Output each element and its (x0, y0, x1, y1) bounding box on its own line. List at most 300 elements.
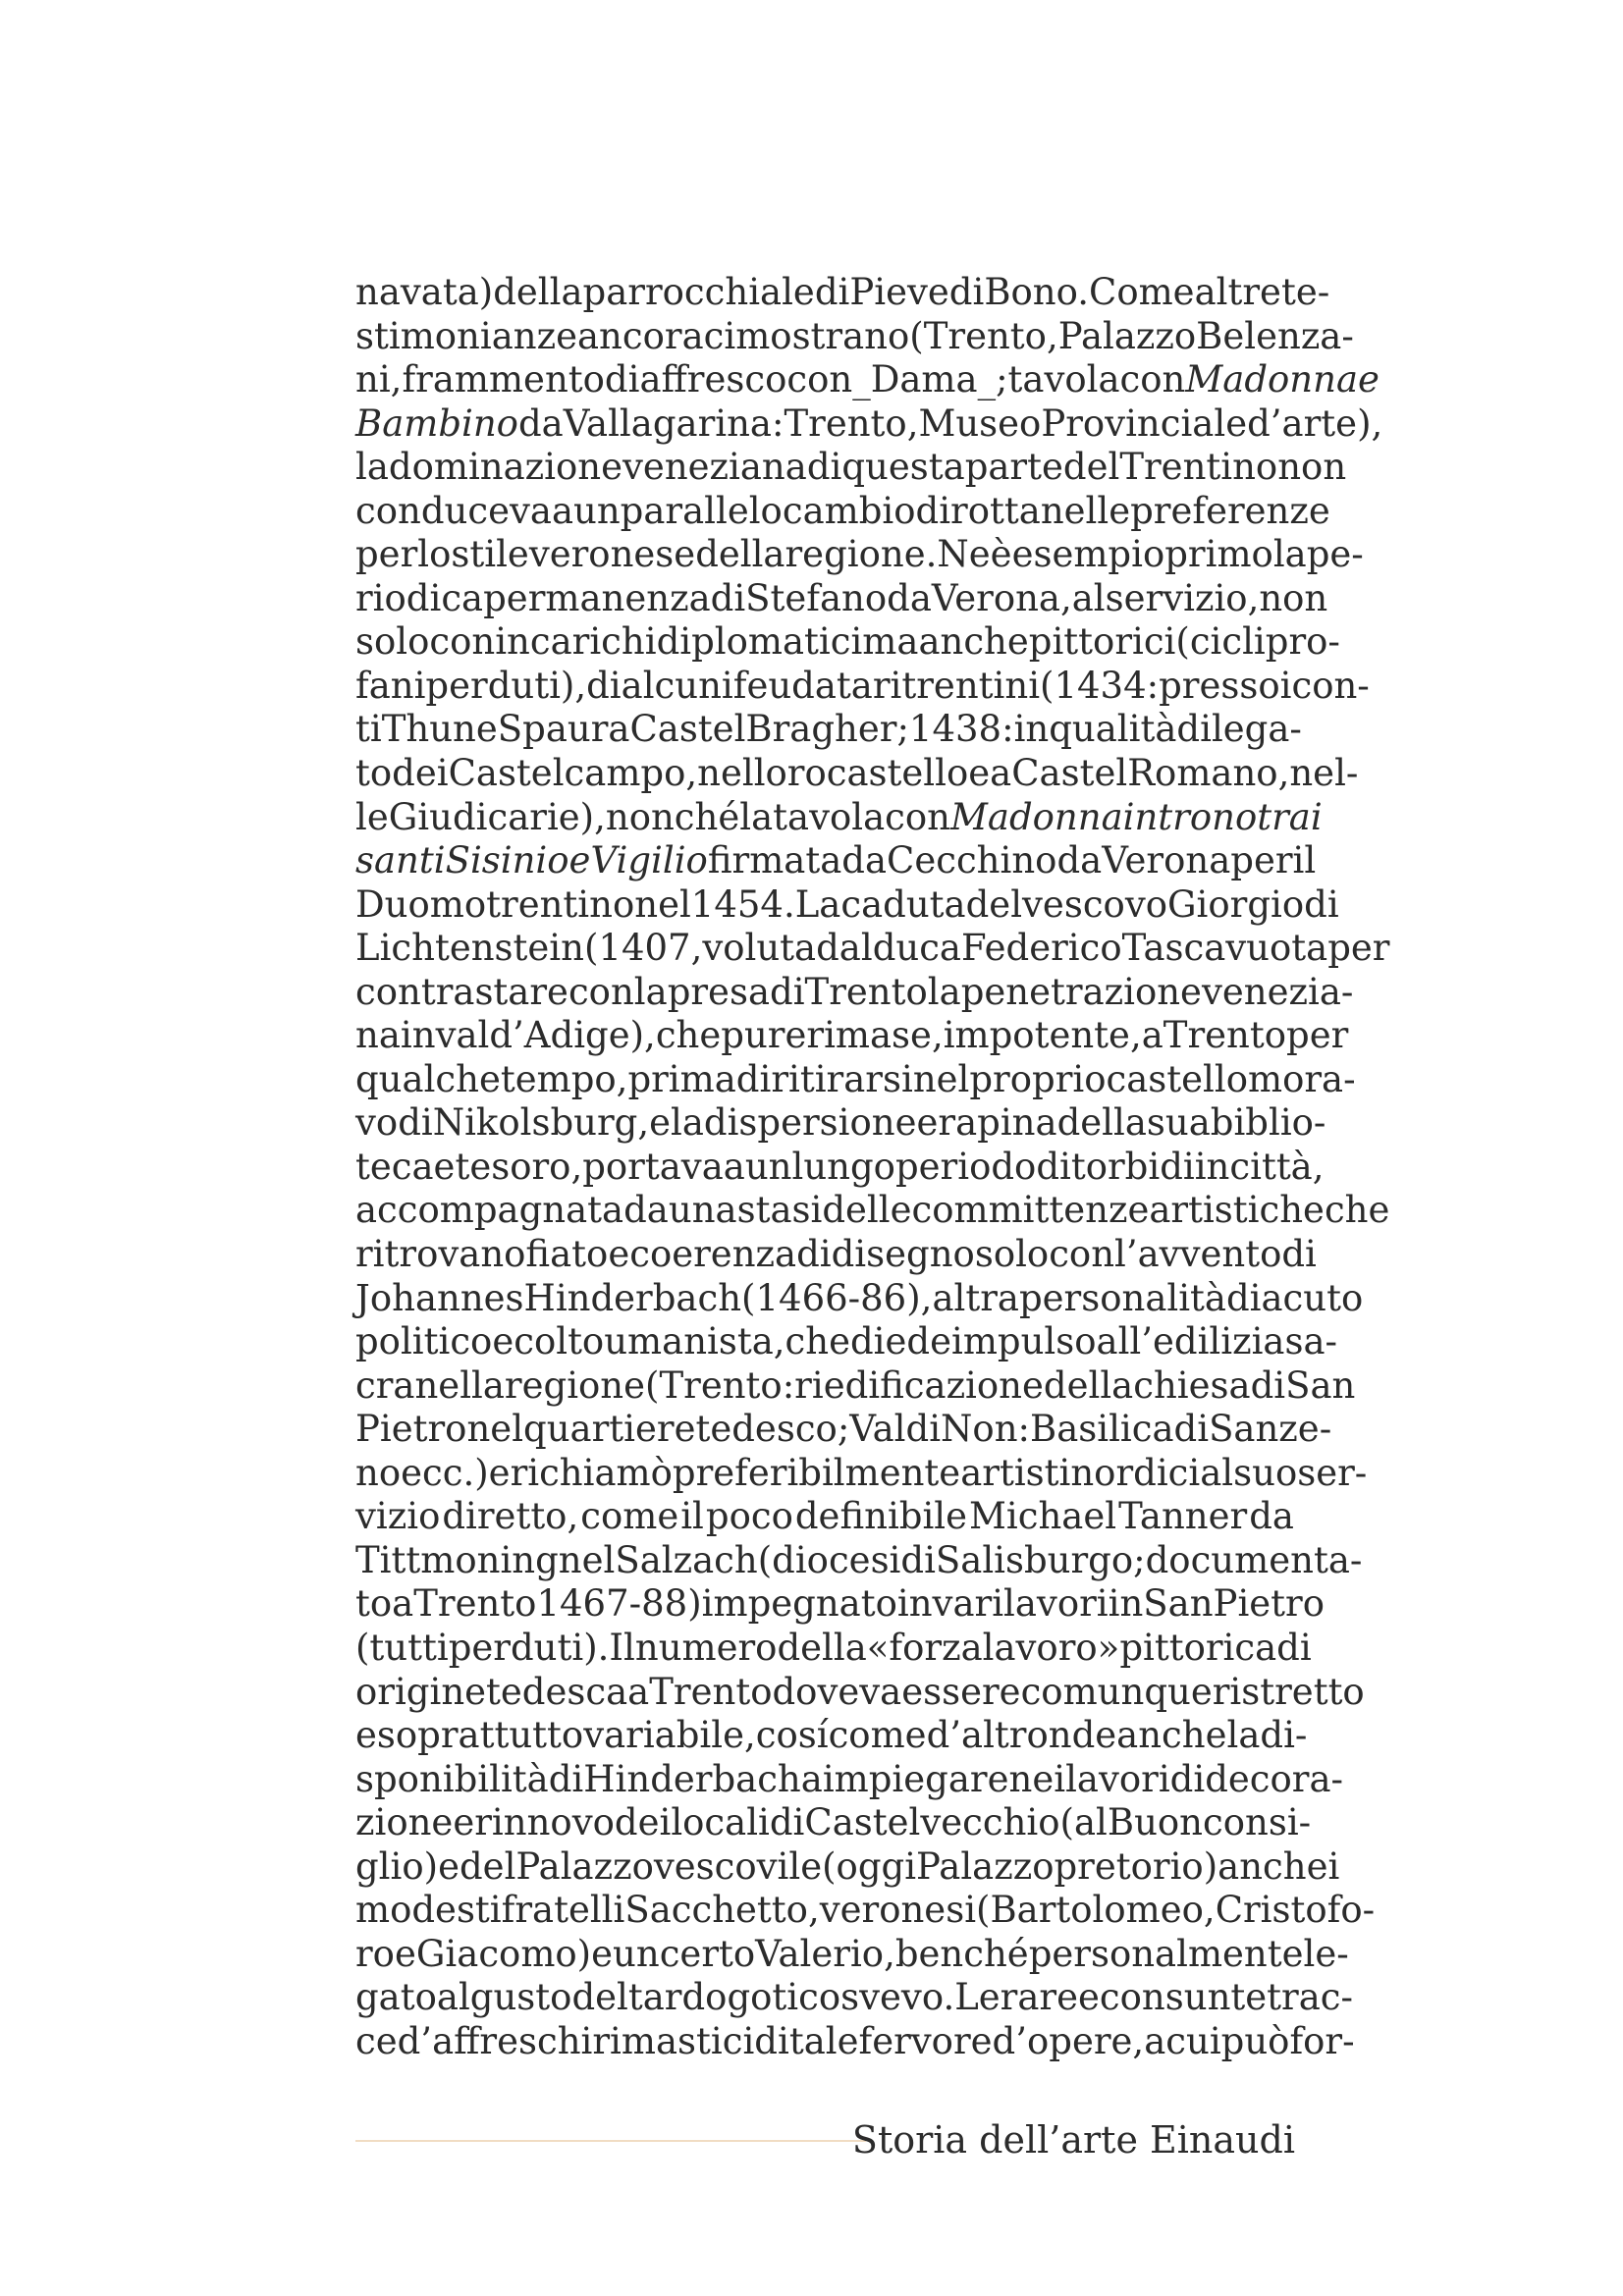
word: una (668, 1189, 737, 1232)
word: fervore (858, 2019, 993, 2062)
word: da (887, 576, 932, 619)
word: nel (466, 1408, 524, 1451)
word: altre (1194, 271, 1281, 313)
word: rimase, (806, 1014, 944, 1057)
word: decora- (1205, 1757, 1344, 1800)
word: Madonna (950, 795, 1123, 838)
word: affresco (639, 358, 787, 401)
word: Verona, (931, 576, 1072, 619)
word: Salisburgo; (935, 1538, 1146, 1581)
word: dominazione (388, 446, 623, 489)
text-line (355, 708, 1302, 752)
word: umanista, (604, 1320, 785, 1363)
word: Museo (918, 401, 1042, 445)
word: biblio- (1210, 1101, 1326, 1145)
word: svevo. (840, 1976, 955, 2019)
word: vescovile (653, 1844, 823, 1888)
word: la (1226, 1714, 1261, 1757)
word: dei (614, 1801, 672, 1844)
word: La (794, 882, 841, 926)
word: tale (788, 2019, 859, 2062)
word: di (1250, 1363, 1286, 1407)
word: soprattutto (376, 1714, 584, 1757)
word: Thun (381, 708, 476, 751)
word: da (517, 401, 564, 445)
word: voluta (702, 927, 817, 970)
text-line (355, 927, 1390, 971)
word: di (710, 576, 746, 619)
word: vizio (355, 1495, 441, 1538)
word: suo (1233, 1451, 1298, 1494)
word: da (1056, 839, 1103, 882)
word: trentini (901, 664, 1041, 707)
word: (1466-86), (741, 1276, 933, 1319)
word: to (355, 1582, 393, 1626)
word: lo (417, 533, 452, 576)
word: nelle (1040, 489, 1131, 532)
word: incarichi (495, 620, 657, 664)
word: da (1249, 1495, 1294, 1538)
word: del (965, 882, 1023, 926)
word: per (1327, 927, 1390, 970)
word: castello (1106, 1057, 1248, 1100)
word: Johannes (355, 1276, 524, 1319)
word: e (488, 1451, 511, 1494)
word: non (1277, 446, 1347, 489)
word: colto (514, 1320, 605, 1363)
word: Verona (1102, 839, 1231, 882)
word: trono (1158, 795, 1258, 838)
text-line (355, 970, 1354, 1015)
word: Cristofo- (1215, 1889, 1376, 1932)
word: cra (355, 1363, 415, 1407)
word: Palazzo (1057, 314, 1197, 357)
word: pe- (1306, 533, 1364, 576)
text-line (355, 2019, 1355, 2064)
word: da (623, 1189, 669, 1232)
word: (al (1059, 1801, 1108, 1844)
word: anche (1116, 1714, 1227, 1757)
word: Ne (937, 533, 991, 576)
word: in (400, 1014, 436, 1057)
word: definibile (794, 1495, 968, 1538)
word: Federico (960, 927, 1122, 970)
word: parte (964, 446, 1063, 489)
word: (oggi (822, 1844, 917, 1888)
word: a (800, 1757, 823, 1800)
word: committenze (911, 1189, 1150, 1232)
word: è (990, 533, 1012, 576)
word: al (1071, 576, 1106, 619)
word: frammento (402, 358, 605, 401)
word: per (1286, 1014, 1349, 1057)
word: tempo, (500, 1057, 628, 1100)
word: mostrano (735, 314, 910, 357)
word: veronesi (819, 1889, 977, 1932)
word: tra (1257, 795, 1311, 838)
word: rinnovo (474, 1801, 615, 1844)
word: e (968, 752, 991, 795)
word: nel (912, 1057, 970, 1100)
word: _Dama_; (852, 358, 1008, 401)
word: Palazzo (916, 1844, 1055, 1888)
word: tedesca (486, 1670, 628, 1713)
word: in (1108, 1582, 1144, 1626)
word: vescovo (1022, 882, 1167, 926)
word: Pietro (355, 1408, 467, 1451)
word: di (1036, 1145, 1071, 1188)
word: cambio (782, 489, 916, 532)
word: nonché (605, 795, 740, 838)
word: feudatari (732, 664, 902, 707)
word: nordici (1070, 1451, 1201, 1494)
text-line (355, 1233, 1317, 1277)
word: Trento, (784, 401, 919, 445)
word: Bono. (984, 271, 1090, 313)
word: al (436, 1976, 470, 2019)
body-text (355, 271, 1390, 2063)
word: diplomatici (656, 620, 863, 664)
word: fani (355, 664, 426, 707)
word: e (438, 1844, 460, 1888)
word: cui (1165, 2019, 1221, 2062)
word: e (591, 1932, 614, 1975)
word: politico (355, 1320, 493, 1363)
text-line (355, 1189, 1390, 1233)
word: per (355, 533, 418, 576)
word: i (1310, 795, 1323, 838)
word: stasi (736, 1189, 823, 1232)
text-line (355, 795, 1323, 840)
word: castello (826, 752, 969, 795)
word: a (627, 1670, 650, 1713)
word: qualche (355, 1057, 501, 1100)
text-line (355, 1976, 1354, 2020)
word: Giorgio (1167, 882, 1305, 926)
text-line (355, 1582, 1325, 1627)
word: chiesa (1133, 1363, 1251, 1407)
word: parrocchiale (582, 271, 815, 313)
word: quartiere (523, 1408, 696, 1451)
text-line (355, 401, 1383, 447)
word: nel (634, 882, 691, 926)
word: a (392, 1582, 414, 1626)
word: in (1194, 1145, 1230, 1188)
text-line (355, 358, 1380, 402)
word: certo (659, 1932, 756, 1975)
word: di (586, 664, 622, 707)
word: Basilica (1030, 1408, 1174, 1451)
word: Non: (941, 1408, 1030, 1451)
word: la (927, 970, 961, 1013)
word: fiato (525, 1233, 609, 1276)
word: le- (1303, 1932, 1349, 1975)
word: personalmente (1028, 1932, 1304, 1975)
word: Castel (1011, 752, 1128, 795)
word: te- (1280, 271, 1330, 313)
word: nei (1008, 1757, 1066, 1800)
word: sa- (1284, 1320, 1338, 1363)
word: Romano, (1127, 752, 1290, 795)
word: lavoro» (982, 1626, 1120, 1669)
word: ecc.) (401, 1451, 489, 1494)
word: sponibilità (355, 1757, 549, 1800)
word: veronese (528, 533, 696, 576)
word: di (900, 1538, 936, 1581)
word: anche (918, 620, 1029, 664)
word: ni, (355, 358, 403, 401)
word: di (915, 489, 951, 532)
word: del (571, 1976, 628, 2019)
word: San (1143, 1582, 1214, 1626)
word: di (548, 1757, 584, 1800)
word: consunte (1099, 1976, 1268, 2019)
word: parallelo (620, 489, 783, 532)
word: d’altronde (926, 1714, 1117, 1757)
word: (cicli (1175, 620, 1266, 664)
word: a (1141, 1014, 1163, 1057)
word: di (398, 1101, 433, 1145)
word: i (1327, 1844, 1340, 1888)
word: documenta- (1145, 1538, 1363, 1581)
text-line (355, 446, 1347, 490)
word: del (1062, 446, 1120, 489)
word: di (770, 970, 805, 1013)
word: veneziana (622, 446, 807, 489)
word: solo (355, 620, 430, 664)
word: prima (627, 1057, 736, 1100)
word: pure (721, 1014, 807, 1057)
word: (1407, (583, 927, 703, 970)
text-line (355, 752, 1359, 796)
word: (1434: (1040, 664, 1160, 707)
word: Trento (649, 1670, 773, 1713)
word: ma (862, 620, 919, 664)
word: Valerio, (755, 1932, 895, 1975)
word: Lichtenstein (355, 927, 584, 970)
word: Stefano (745, 576, 888, 619)
word: di (604, 358, 640, 401)
word: Hinderbach (583, 1757, 801, 1800)
word: d’affreschi (397, 2019, 593, 2062)
word: Bambino (355, 401, 518, 445)
word: le (355, 795, 389, 838)
word: firmata (707, 839, 842, 882)
word: d’arte), (1247, 401, 1383, 445)
word: numero (634, 1626, 778, 1669)
word: 1467-88) (536, 1582, 702, 1626)
word: Come (1089, 271, 1195, 313)
word: Belenza- (1196, 314, 1354, 357)
word: a (990, 752, 1012, 795)
word: ristretto (1212, 1670, 1365, 1713)
word: città, (1229, 1145, 1325, 1188)
word: in (1013, 708, 1050, 751)
word: e (475, 708, 498, 751)
word: e (568, 839, 591, 882)
word: alcuni (621, 664, 733, 707)
word: di (735, 1057, 772, 1100)
word: artistiche (1149, 1189, 1325, 1232)
text-line (355, 1932, 1349, 1977)
word: e (608, 1233, 630, 1276)
word: gusto (469, 1976, 572, 2019)
word: santi (355, 839, 446, 882)
word: rimastici (592, 2019, 755, 2062)
word: pro- (1265, 620, 1340, 664)
word: richiamò (510, 1451, 673, 1494)
word: ti (355, 708, 382, 751)
word: e (453, 1801, 475, 1844)
text-line (355, 1408, 1332, 1452)
footer-title: Storia dell’arte Einaudi (851, 2118, 1295, 2162)
word: impiegare (822, 1757, 1009, 1800)
word: a (608, 708, 630, 751)
word: artisti (960, 1451, 1071, 1494)
word: teca (355, 1145, 434, 1188)
text-line (355, 1714, 1308, 1758)
word: con (429, 620, 496, 664)
word: Pieve (849, 271, 949, 313)
word: Michael (969, 1495, 1117, 1538)
word: pretorio) (1054, 1844, 1218, 1888)
word: Cecchino (887, 839, 1057, 882)
word: Tittmoning (355, 1538, 559, 1581)
word: primo (1164, 533, 1273, 576)
text-line (355, 1101, 1326, 1146)
word: vo (355, 1101, 399, 1145)
word: di (1176, 708, 1212, 751)
text-line (355, 1451, 1368, 1496)
word: di (948, 271, 985, 313)
word: con- (1291, 664, 1370, 707)
word: impulso (951, 1320, 1097, 1363)
word: la (739, 795, 774, 838)
word: glio) (355, 1844, 439, 1888)
word: presso (1159, 664, 1280, 707)
word: a (1144, 2019, 1166, 2062)
word: pittorica (1119, 1626, 1277, 1669)
word: (diocesi (757, 1538, 901, 1581)
word: Salzach (615, 1538, 758, 1581)
word: Val (849, 1408, 906, 1451)
word: presa (667, 970, 771, 1013)
word: Trento (413, 1582, 537, 1626)
word: qualità (1049, 708, 1177, 751)
text-line (355, 1626, 1312, 1671)
word: perduti). (448, 1626, 610, 1669)
word: a (723, 1145, 745, 1188)
word: portava (582, 1145, 724, 1188)
word: doveva (772, 1670, 902, 1713)
word: Spaur (497, 708, 609, 751)
text-line (355, 314, 1354, 359)
text-line (355, 1363, 1356, 1409)
word: della (695, 533, 785, 576)
word: da (841, 839, 888, 882)
word: di (1169, 1757, 1206, 1800)
text-line (355, 1889, 1376, 1933)
word: di (796, 1233, 832, 1276)
word: all’edilizia (1096, 1320, 1285, 1363)
word: con (1119, 358, 1186, 401)
word: disegno (831, 1233, 975, 1276)
word: Tascavuota (1121, 927, 1328, 970)
word: essere (901, 1670, 1021, 1713)
word: preferenze (1130, 489, 1330, 532)
word: ritirarsi (771, 1057, 913, 1100)
word: coerenza (629, 1233, 797, 1276)
word: personalità (1018, 1276, 1226, 1319)
word: esempio (1011, 533, 1165, 576)
word: acuto (1261, 1276, 1364, 1319)
word: che (655, 1014, 722, 1057)
word: che (1324, 1189, 1390, 1232)
word: Tanner (1118, 1495, 1248, 1538)
word: rare (1000, 1976, 1079, 2019)
word: riodica (355, 576, 484, 619)
word: con (1049, 1233, 1115, 1276)
word: stile (451, 533, 529, 576)
word: come (580, 1495, 679, 1538)
word: della (1056, 1101, 1147, 1145)
word: Trentino (1119, 446, 1278, 489)
word: vari (932, 1582, 1004, 1626)
word: e (1078, 1976, 1100, 2019)
word: ro (355, 1932, 395, 1975)
word: Giacomo) (415, 1932, 592, 1975)
word: la (633, 970, 668, 1013)
text-line (355, 1801, 1312, 1845)
word: Provinciale (1041, 401, 1248, 445)
word: trac- (1267, 1976, 1354, 2019)
text-line (355, 1495, 1294, 1539)
word: di (1281, 1233, 1317, 1276)
word: permanenza (483, 576, 711, 619)
word: ritrovano (355, 1233, 526, 1276)
word: Nikolsburg, (432, 1101, 650, 1145)
word: lavori (1065, 1757, 1170, 1800)
word: ci (703, 314, 736, 357)
word: di (905, 1408, 942, 1451)
text-line (355, 1014, 1349, 1058)
word: fratelli (501, 1889, 625, 1932)
word: in (1122, 795, 1159, 838)
word: no (355, 1451, 402, 1494)
word: l’avvento (1114, 1233, 1282, 1276)
word: per (1230, 839, 1293, 882)
word: Vigilio (590, 839, 708, 882)
word: na (355, 1014, 401, 1057)
word: periodo (894, 1145, 1037, 1188)
word: e (394, 1932, 416, 1975)
word: d’Adige), (489, 1014, 656, 1057)
word: nella (414, 1363, 505, 1407)
word: modesti (355, 1889, 502, 1932)
word: dal (816, 927, 873, 970)
word: poco (705, 1495, 793, 1538)
word: questa (841, 446, 965, 489)
word: ser- (1297, 1451, 1368, 1494)
text-line (355, 576, 1328, 621)
word: diede (850, 1320, 951, 1363)
word: to (355, 752, 393, 795)
word: navata) (355, 271, 494, 313)
text-line (355, 1057, 1356, 1102)
word: altra (932, 1276, 1019, 1319)
word: come (828, 1714, 927, 1757)
word: lavori (1003, 1582, 1109, 1626)
